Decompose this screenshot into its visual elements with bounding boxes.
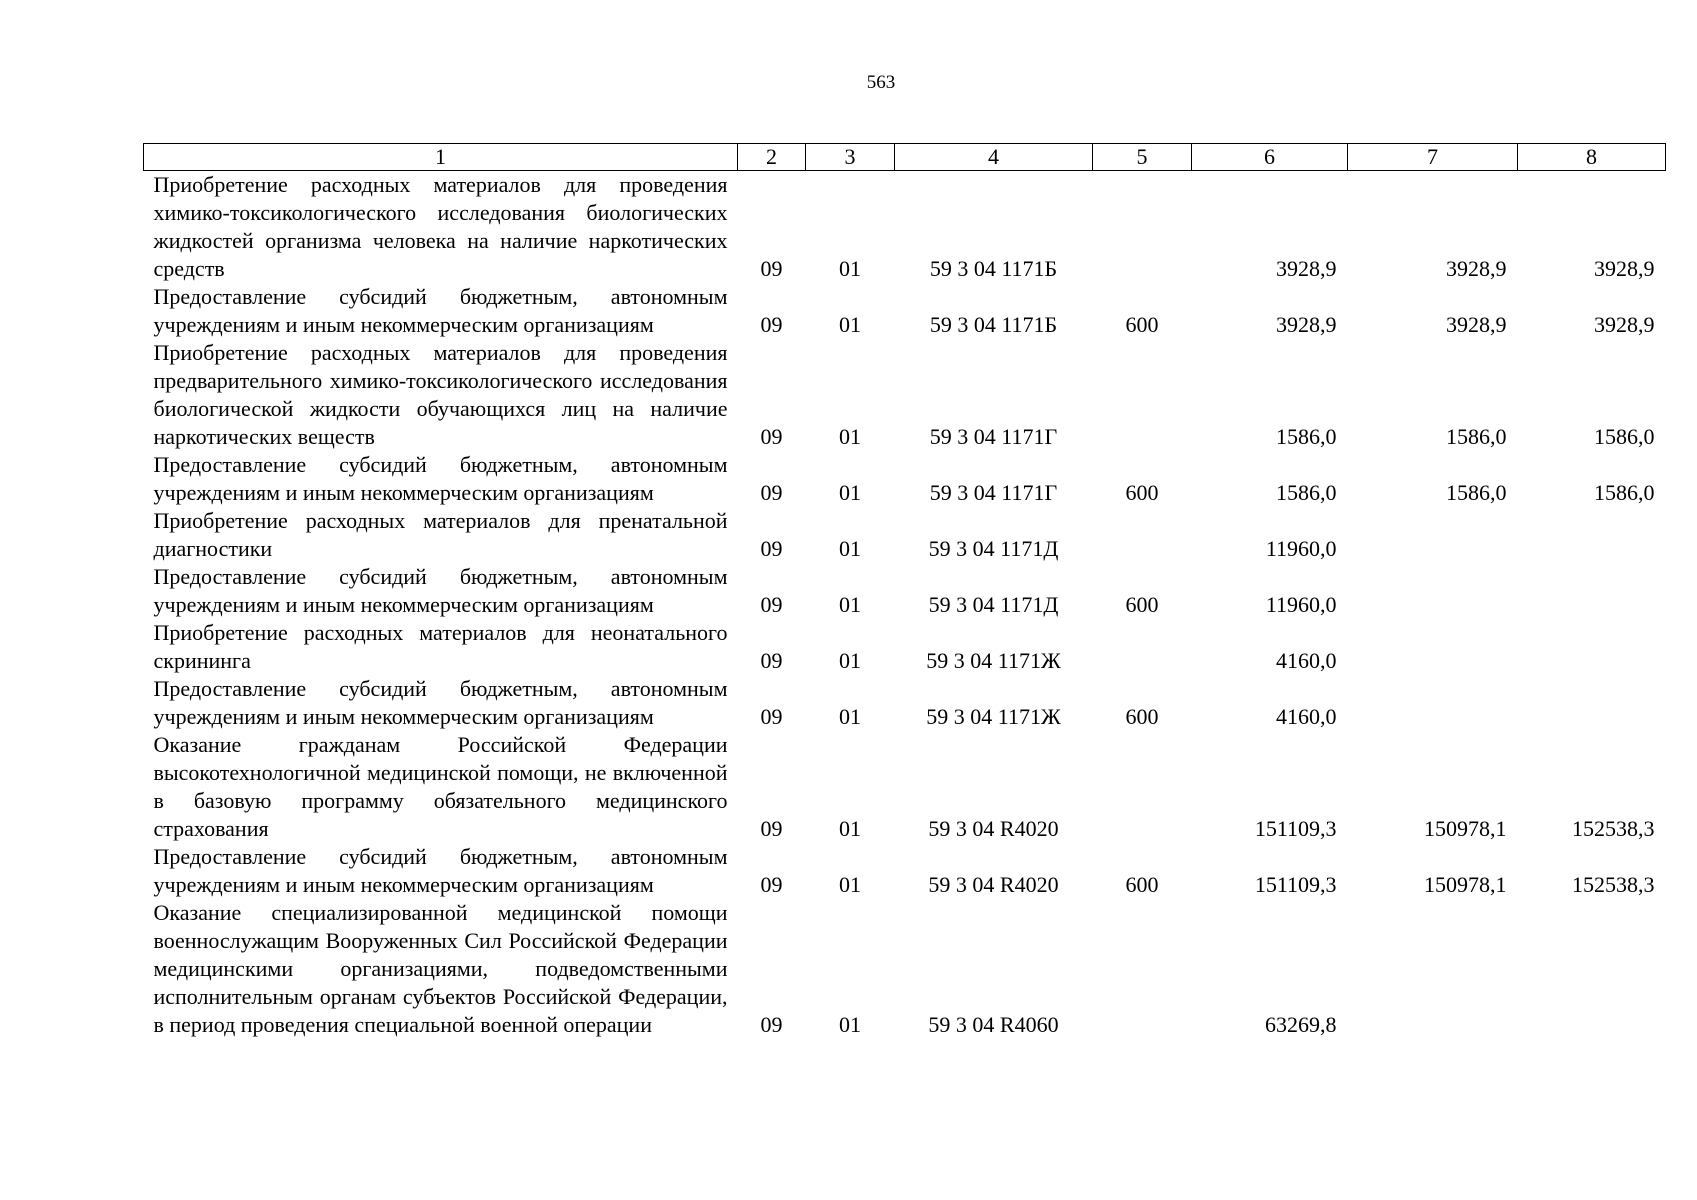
row-amount-year3 <box>1518 619 1666 675</box>
row-expense-type <box>1093 899 1192 1039</box>
row-name: Оказание гражданам Российской Федерации высокотехнологичной медицинской помощи, не включенной в базовую программу обязательного медицинского страхования <box>153 732 728 841</box>
row-name: Оказание специализированной медицинской помощи военнослужащим Вооруженных Сил Российской Федерации медицинскими организациями, подведомственными исполнительным органам субъектов Российской Федерации, в период проведения специальной военной операции <box>153 900 728 1037</box>
row-subsection: 01 <box>839 536 861 561</box>
row-section: 09 <box>760 424 783 449</box>
row-target-article: 59 3 04 1171Ж <box>926 704 1061 729</box>
table-row <box>144 899 1666 1039</box>
row-amount-year1: 11960,0 <box>1265 536 1337 561</box>
row-target-article: 59 3 04 1171Б <box>929 312 1058 337</box>
row-name: Предоставление субсидий бюджетным, автономным учреждениям и иным некоммерческим организациям <box>153 564 728 617</box>
row-expense-type: 600 <box>1125 592 1159 617</box>
row-amount-year2: 1586,0 <box>1446 480 1507 505</box>
row-amount-year1: 151109,3 <box>1254 816 1337 841</box>
row-subsection: 01 <box>839 704 861 729</box>
row-amount-year3: 152538,3 <box>1572 816 1655 841</box>
row-amount-year2 <box>1348 675 1518 731</box>
row-amount-year3: 152538,3 <box>1572 872 1655 897</box>
row-target-article: 59 3 04 1171Ж <box>926 648 1061 673</box>
row-name: Предоставление субсидий бюджетным, автономным учреждениям и иным некоммерческим организациям <box>153 844 728 897</box>
row-amount-year3: 1586,0 <box>1594 424 1655 449</box>
row-target-article: 59 3 04 1171Д <box>928 592 1059 617</box>
table-row <box>144 339 1666 451</box>
col-header-4: 4 <box>895 144 1093 171</box>
row-name: Предоставление субсидий бюджетным, автономным учреждениям и иным некоммерческим организациям <box>153 676 728 729</box>
row-amount-year2 <box>1348 563 1518 619</box>
table-row <box>144 675 1666 731</box>
row-amount-year2: 3928,9 <box>1446 256 1507 281</box>
row-target-article: 59 3 04 1171Г <box>929 424 1058 449</box>
row-name: Предоставление субсидий бюджетным, автономным учреждениям и иным некоммерческим организациям <box>153 284 728 337</box>
row-amount-year1: 3928,9 <box>1276 256 1337 281</box>
row-expense-type <box>1093 339 1192 451</box>
table-row <box>144 619 1666 675</box>
budget-table <box>143 143 1666 1039</box>
row-subsection: 01 <box>839 1012 861 1037</box>
row-amount-year1: 4160,0 <box>1276 704 1337 729</box>
row-amount-year2 <box>1348 619 1518 675</box>
header-row <box>144 144 1666 171</box>
row-expense-type <box>1093 619 1192 675</box>
row-subsection: 01 <box>839 816 861 841</box>
col-header-5: 5 <box>1093 144 1192 171</box>
row-expense-type <box>1093 731 1192 843</box>
row-expense-type <box>1093 507 1192 563</box>
row-expense-type <box>1093 171 1192 284</box>
row-target-article: 59 3 04 R4020 <box>928 872 1059 897</box>
row-section: 09 <box>760 480 783 505</box>
table-row <box>144 283 1666 339</box>
table-row <box>144 563 1666 619</box>
row-section: 09 <box>760 872 783 897</box>
row-amount-year2: 150978,1 <box>1424 816 1507 841</box>
row-amount-year3: 1586,0 <box>1594 480 1655 505</box>
row-subsection: 01 <box>839 480 861 505</box>
col-header-6: 6 <box>1192 144 1348 171</box>
row-amount-year1: 1586,0 <box>1276 424 1337 449</box>
row-amount-year1: 3928,9 <box>1276 312 1337 337</box>
row-name: Предоставление субсидий бюджетным, автономным учреждениям и иным некоммерческим организациям <box>153 452 728 505</box>
row-amount-year3 <box>1518 675 1666 731</box>
col-header-7: 7 <box>1348 144 1518 171</box>
row-section: 09 <box>760 816 783 841</box>
row-subsection: 01 <box>839 312 861 337</box>
row-amount-year2 <box>1348 899 1518 1039</box>
row-amount-year3: 3928,9 <box>1594 256 1655 281</box>
row-section: 09 <box>760 592 783 617</box>
row-amount-year3: 3928,9 <box>1594 312 1655 337</box>
row-section: 09 <box>760 704 783 729</box>
table-row <box>144 507 1666 563</box>
col-header-8: 8 <box>1518 144 1666 171</box>
row-target-article: 59 3 04 R4020 <box>928 816 1059 841</box>
row-subsection: 01 <box>839 424 861 449</box>
row-expense-type: 600 <box>1125 872 1159 897</box>
row-target-article: 59 3 04 1171Г <box>929 480 1058 505</box>
row-amount-year1: 63269,8 <box>1265 1012 1337 1037</box>
row-section: 09 <box>760 648 783 673</box>
row-section: 09 <box>760 536 783 561</box>
row-section: 09 <box>760 256 783 281</box>
row-name: Приобретение расходных материалов для проведения предварительного химико-токсикологического исследования биологической жидкости обучающихся лиц на наличие наркотических веществ <box>153 340 728 449</box>
row-amount-year2: 150978,1 <box>1424 872 1507 897</box>
row-name: Приобретение расходных материалов для пренатальной диагностики <box>153 508 728 561</box>
row-name: Приобретение расходных материалов для проведения химико-токсикологического исследования биологических жидкостей организма человека на наличие наркотических средств <box>153 172 728 281</box>
row-target-article: 59 3 04 R4060 <box>928 1012 1059 1037</box>
col-header-2: 2 <box>738 144 806 171</box>
table-row <box>144 451 1666 507</box>
row-amount-year1: 151109,3 <box>1254 872 1337 897</box>
col-header-1: 1 <box>144 144 738 171</box>
row-amount-year3 <box>1518 507 1666 563</box>
row-target-article: 59 3 04 1171Д <box>928 536 1059 561</box>
row-amount-year3 <box>1518 899 1666 1039</box>
row-name: Приобретение расходных материалов для неонатального скрининга <box>153 620 728 673</box>
row-amount-year2: 3928,9 <box>1446 312 1507 337</box>
row-subsection: 01 <box>839 872 861 897</box>
row-amount-year1: 11960,0 <box>1265 592 1337 617</box>
row-subsection: 01 <box>839 648 861 673</box>
col-header-3: 3 <box>806 144 895 171</box>
table-row <box>144 171 1666 284</box>
row-subsection: 01 <box>839 256 861 281</box>
row-subsection: 01 <box>839 592 861 617</box>
row-amount-year2 <box>1348 507 1518 563</box>
row-amount-year2: 1586,0 <box>1446 424 1507 449</box>
row-expense-type: 600 <box>1125 312 1159 337</box>
row-expense-type: 600 <box>1125 480 1159 505</box>
table-row <box>144 843 1666 899</box>
table-row <box>144 731 1666 843</box>
row-amount-year3 <box>1518 563 1666 619</box>
row-section: 09 <box>760 312 783 337</box>
row-section: 09 <box>760 1012 783 1037</box>
row-expense-type: 600 <box>1125 704 1159 729</box>
page-number: 563 <box>866 72 896 93</box>
row-target-article: 59 3 04 1171Б <box>929 256 1058 281</box>
row-amount-year1: 4160,0 <box>1276 648 1337 673</box>
row-amount-year1: 1586,0 <box>1276 480 1337 505</box>
